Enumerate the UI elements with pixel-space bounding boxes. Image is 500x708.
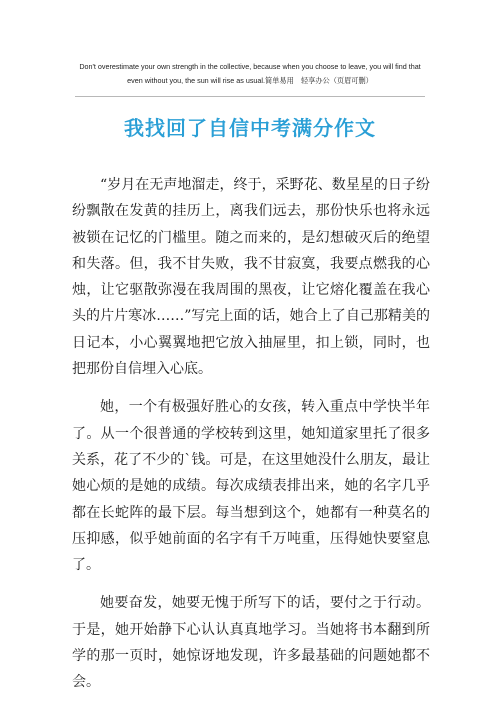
document-title: 我找回了自信中考满分作文 xyxy=(124,116,376,140)
page-header xyxy=(60,60,440,88)
header-line-1: Don't overestimate your own strength in the collective, because when you choose to leave, you will find that xyxy=(79,62,421,71)
header-divider xyxy=(75,96,425,97)
document-body xyxy=(72,172,430,708)
header-line-2: even without you, the sun will rise as usual.简单易用 轻享办公（页眉可删） xyxy=(127,76,373,85)
paragraph: “岁月在无声地溜走，终于，采野花、数星星的日子纷纷飘散在发黄的挂历上，离我们远去，那份快乐也将永远被锁在记忆的门槛里。随之而来的，是幻想破灭后的绝望和失落。但，我不甘失败，我不甘寂寞，我要点燃我的心烛，让它驱散弥漫在我周围的黑夜，让它熔化覆盖在我心头的片片寒冰……”写完上面的话，她合上了自己那精美的日记本，小心翼翼地把它放入抽屉里，扣上锁，同时，也把那份自信埋入心底。 xyxy=(72,177,430,378)
paragraph: 她要奋发，她要无愧于所写下的话，要付之于行动。于是，她开始静下心认认真真地学习。当她将书本翻到所学的那一页时，她惊讶地发现，许多最基础的问题她都不会。 xyxy=(72,595,430,691)
paragraph: 她，一个有极强好胜心的女孩，转入重点中学快半年了。从一个很普通的学校转到这里，她知道家里托了很多关系，花了不少的`钱。可是，在这里她没什么朋友，最让她心烦的是她的成绩。每次成绩表排出来，她的名字几乎都在长蛇阵的最下层。每当想到这个，她都有一种莫名的压抑感，似乎她前面的名字有千万吨重，压得她快要窒息了。 xyxy=(72,399,430,574)
